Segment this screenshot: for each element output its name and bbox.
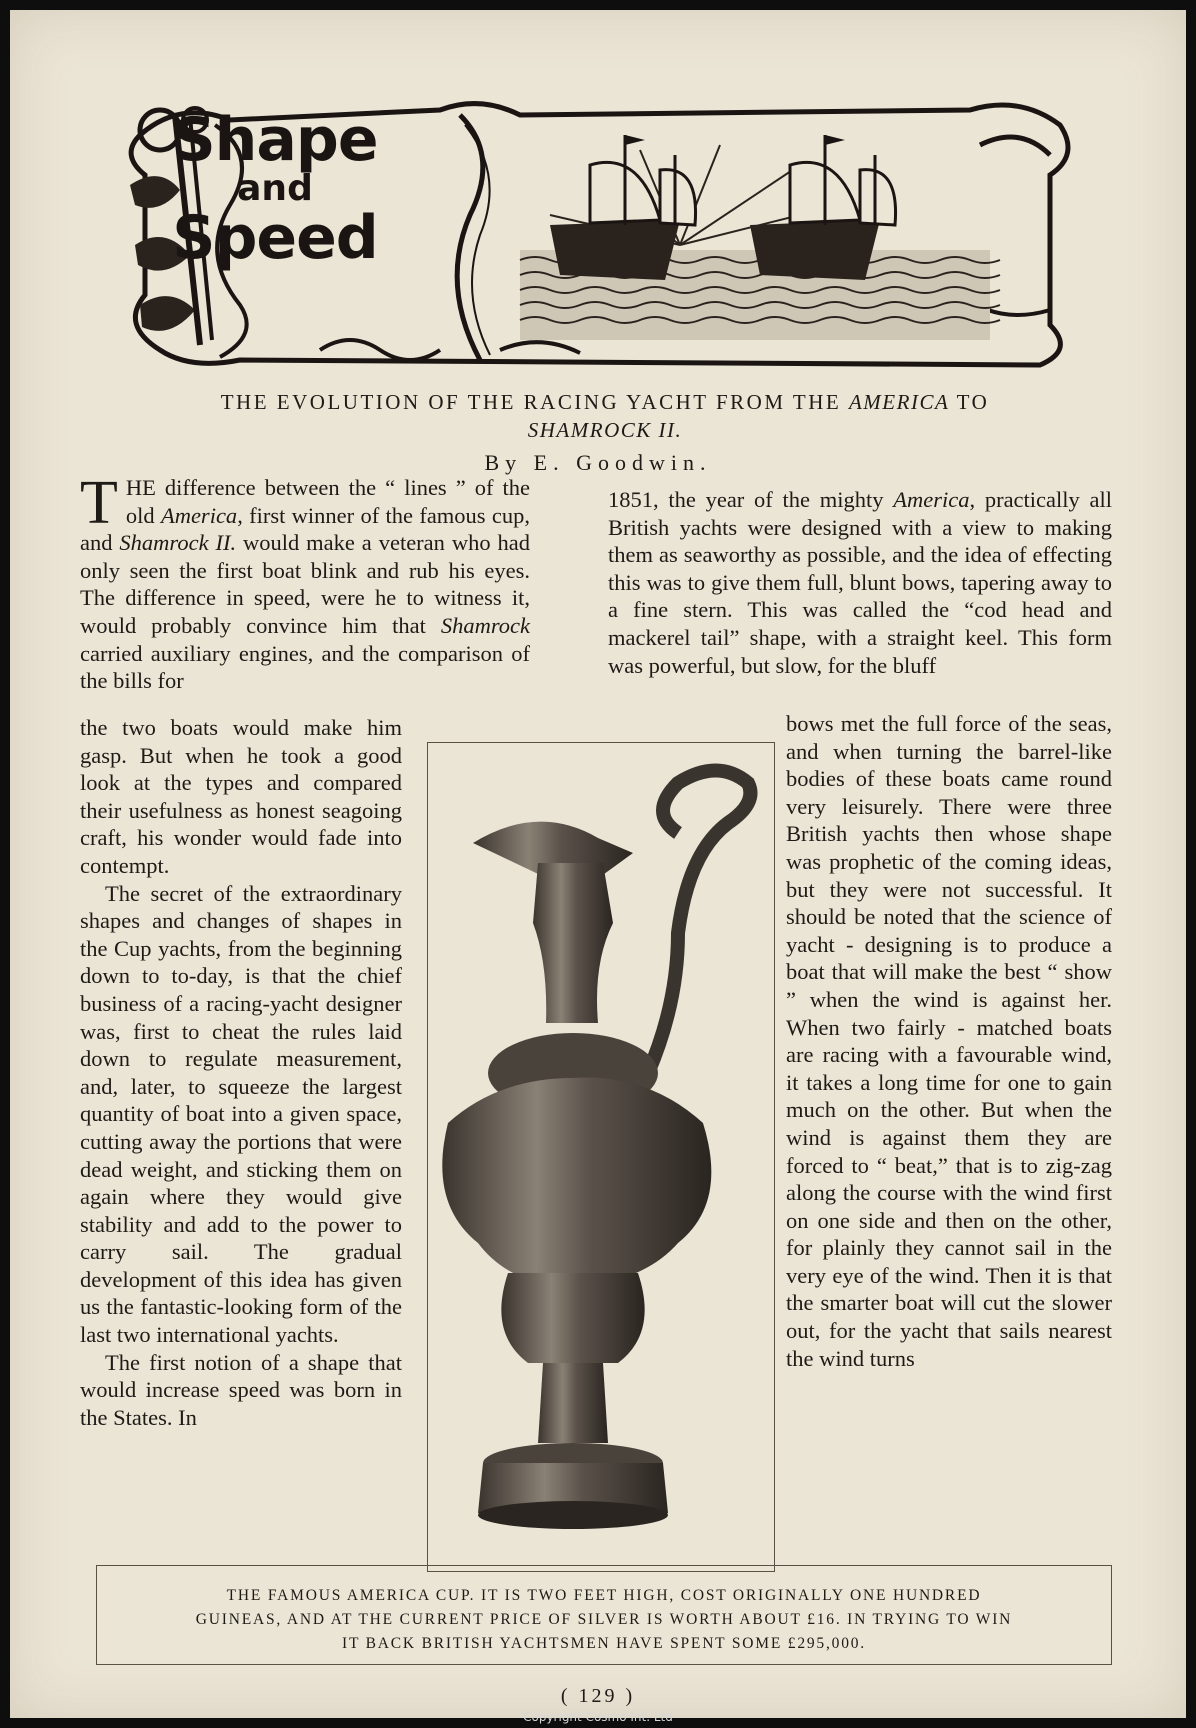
article-subtitle bbox=[130, 388, 1080, 444]
page-number: ( 129 ) bbox=[560, 1685, 636, 1707]
subtitle-text: THE EVOLUTION OF THE RACING YACHT FROM THE bbox=[220, 390, 849, 414]
caption-line: IT BACK BRITISH YACHTSMEN HAVE SPENT SOME £295,000. bbox=[342, 1635, 866, 1652]
text-run: carried auxiliary engines, and the comparison of the bills for bbox=[80, 640, 530, 694]
text-run: HE difference between the “ lines ” of the old bbox=[125, 475, 530, 528]
text-italic: Shamrock bbox=[440, 612, 530, 638]
banner-title-speed: Speed bbox=[172, 203, 378, 273]
text-run: 1851, the year of the mighty bbox=[608, 487, 894, 512]
column-right-top bbox=[608, 486, 1112, 679]
paragraph: bows met the full force of the seas, and when turning the barrel-like bodies of these boats came round very leisurely. There were three British yachts then whose shape was prophetic of the coming ideas, but they were not successful. It should be noted that the science of yacht - designing is to produce a boat that will make the best “ show ” when the wind is against her. When two fairly - matched boats are racing with a favourable wind, it takes a long time for one to gain much on the other. But when the wind is against them they are forced to “ beat,” that is to zig-zag along the course with the wind first on one side and then on the other, for plainly they cannot sail in the very eye of the wind. Then it is that the smarter boat will cut the slower out, for the yacht that sails nearest the wind turns bbox=[786, 711, 1112, 1371]
drop-cap: T bbox=[80, 469, 118, 537]
caption-line: GUINEAS, AND AT THE CURRENT PRICE OF SILVER IS WORTH ABOUT £16. IN TRYING TO WIN bbox=[195, 1611, 1013, 1628]
text-italic: America bbox=[893, 487, 970, 512]
photo-frame bbox=[427, 742, 775, 1572]
caption-line: THE FAMOUS AMERICA CUP. IT IS TWO FEET HIGH, COST ORIGINALLY ONE HUNDRED bbox=[226, 1587, 982, 1604]
column-right bbox=[786, 710, 1112, 1372]
banner-title-shape: Shape bbox=[172, 105, 378, 175]
subtitle-italic-america: AMERICA bbox=[848, 390, 950, 414]
text-italic: Shamrock II. bbox=[119, 530, 237, 556]
photo-caption bbox=[96, 1565, 1112, 1665]
subtitle-text-to: TO bbox=[949, 390, 990, 414]
banner-title bbox=[155, 105, 395, 273]
text-run: would make a veteran who had only seen the first boat blink and rub his eyes. The difference in speed, were he to witness it, would probably convince him that bbox=[80, 530, 530, 638]
column-left-top bbox=[80, 469, 530, 695]
banner-title-and: and bbox=[237, 168, 313, 209]
america-cup-photo bbox=[428, 743, 774, 1571]
paragraph: The first notion of a shape that would increase speed was born in the States. In bbox=[80, 1349, 402, 1430]
subtitle-italic-shamrock: SHAMROCK II. bbox=[527, 418, 683, 442]
text-italic: America bbox=[160, 502, 238, 528]
paragraph: the two boats would make him gasp. But when he took a good look at the types and compared their usefulness as honest seagoing craft, his wonder would fade into contempt. bbox=[80, 715, 402, 878]
paragraph: The secret of the extraordinary shapes and changes of shapes in the Cup yachts, from the beginning down to to-day, is that the chief business of a racing-yacht designer was, first to cheat the rules laid down to regulate measurement, and, later, to squeeze the largest quantity of boat into a given space, cutting away the portions that were dead weight, and sticking them on again where they would give stability and add to the power to carry sail. The gradual development of this idea has given us the fantastic-looking form of the last two international yachts. bbox=[80, 880, 402, 1348]
byline: By E. Goodwin. bbox=[484, 450, 712, 475]
text-run: , practically all British yachts were designed with a view to making them as seaworthy as possible, and the idea of effecting this was to give them full, blunt bows, tapering away to a fine stern. This was called the “cod head and mackerel tail” shape, with a straight keel. This form was powerful, but slow, for the bluff bbox=[608, 487, 1112, 678]
column-left bbox=[80, 714, 402, 1431]
text-run: , first winner of the famous cup, and bbox=[80, 502, 530, 556]
magazine-page bbox=[10, 10, 1186, 1718]
copyright-watermark: Copyright Cosmo Int. Ltd bbox=[523, 1710, 673, 1724]
